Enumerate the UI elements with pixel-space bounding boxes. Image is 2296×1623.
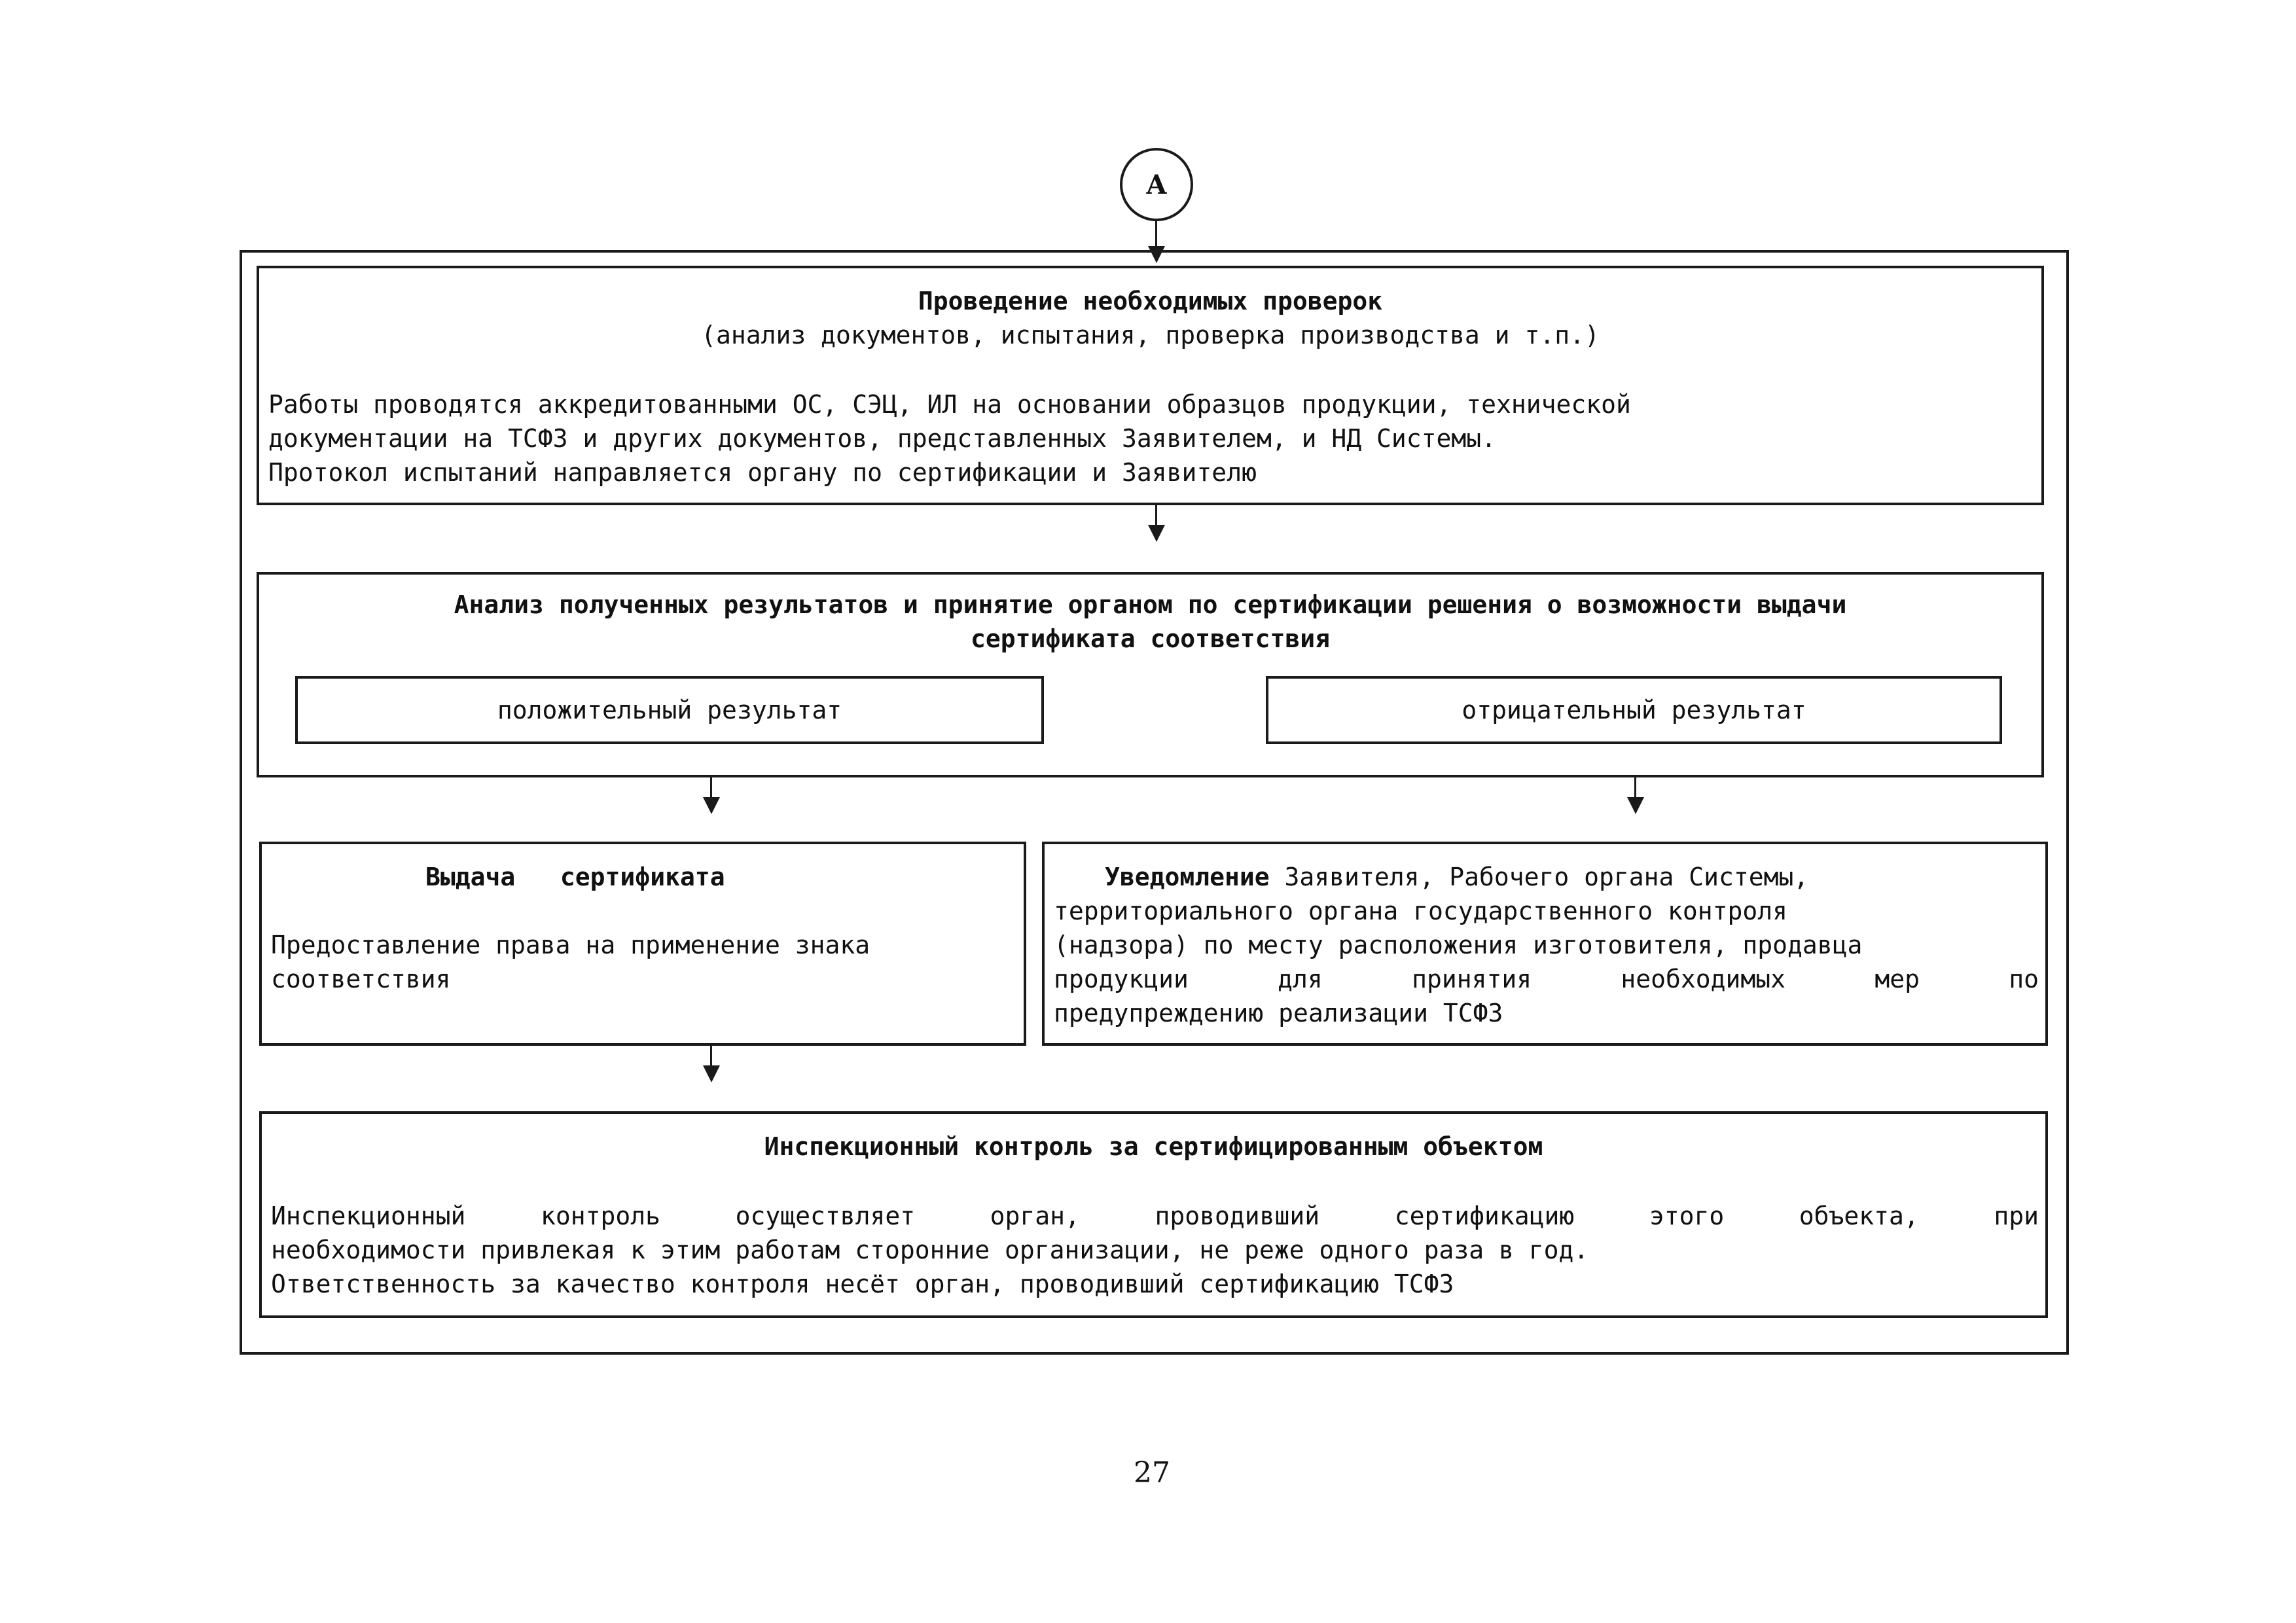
- notification-text-line-1: [1105, 860, 1808, 894]
- notification-text-line-4: продукции для принятия необходимых мер по: [1054, 965, 2039, 993]
- arrow-left-head: [703, 797, 720, 814]
- inspection-control-title: Инспекционный контроль за сертифицированным объектом: [764, 1132, 1543, 1161]
- certificate-issue-box: [259, 842, 1026, 1046]
- arrow-1-head: [1148, 525, 1165, 542]
- flow-connector-a: [1120, 148, 1193, 221]
- arrow-right-line: [1634, 777, 1636, 797]
- step-analysis-title-line-2: сертификата соответствия: [970, 624, 1331, 653]
- notification-text-line-5: предупреждению реализации ТСФЗ: [1054, 999, 1503, 1027]
- step-checks-title: Проведение необходимых проверок: [918, 287, 1383, 315]
- inspection-control-box: [259, 1111, 2048, 1318]
- inspection-control-text-line-1: Инспекционный контроль осуществляет орган, проводивший сертификацию этого объекта, при: [271, 1202, 2039, 1230]
- certificate-issue-text-line-1: Предоставление права на применение знака: [271, 931, 870, 959]
- step-checks-text-line-1: Работы проводятся аккредитованными ОС, СЭЦ, ИЛ на основании образцов продукции, технической: [268, 390, 1631, 419]
- notification-title: Уведомление: [1105, 863, 1270, 891]
- certificate-issue-title-part-2: сертификата: [560, 863, 725, 891]
- notification-text-line-1-rest: Заявителя, Рабочего органа Системы,: [1269, 863, 1809, 891]
- arrow-left-line: [710, 777, 712, 797]
- connector-arrow-line: [1155, 221, 1157, 247]
- step-checks-text-line-2: документации на ТСФЗ и других документов, представленных Заявителем, и НД Системы.: [268, 424, 1496, 453]
- arrow-right-head: [1627, 797, 1644, 814]
- arrow-3-head: [703, 1065, 720, 1082]
- notification-text-line-3: (надзора) по месту расположения изготовителя, продавца: [1054, 931, 1863, 959]
- arrow-3-line: [710, 1046, 712, 1065]
- positive-result-label: положительный результат: [497, 696, 842, 724]
- step-analysis-title-line-1: Анализ полученных результатов и принятие органом по сертификации решения о возможности выдачи: [454, 590, 1847, 619]
- connector-label: А: [1145, 169, 1168, 200]
- certificate-issue-title-part-1: Выдача: [425, 863, 516, 891]
- notification-box: [1042, 842, 2048, 1046]
- positive-result-box: [295, 676, 1044, 744]
- page-number: 27: [1134, 1456, 1170, 1489]
- inspection-control-text-line-3: Ответственность за качество контроля несёт орган, проводивший сертификацию ТСФЗ: [271, 1270, 1454, 1298]
- negative-result-box: [1266, 676, 2002, 744]
- certificate-issue-text-line-2: соответствия: [271, 965, 451, 993]
- inspection-control-text-line-2: необходимости привлекая к этим работам сторонние организации, не реже одного раза в год.: [271, 1236, 1589, 1264]
- arrow-1-line: [1155, 505, 1157, 525]
- step-checks-subtitle: (анализ документов, испытания, проверка производства и т.п.): [701, 321, 1600, 349]
- step-checks-box: [257, 266, 2044, 505]
- certificate-issue-title: [425, 860, 725, 894]
- step-checks-text-line-3: Протокол испытаний направляется органу по сертификации и Заявителю: [268, 458, 1257, 487]
- notification-text-line-2: территориального органа государственного контроля: [1054, 897, 1788, 925]
- negative-result-label: отрицательный результат: [1462, 696, 1806, 724]
- step-analysis-box: [257, 572, 2044, 777]
